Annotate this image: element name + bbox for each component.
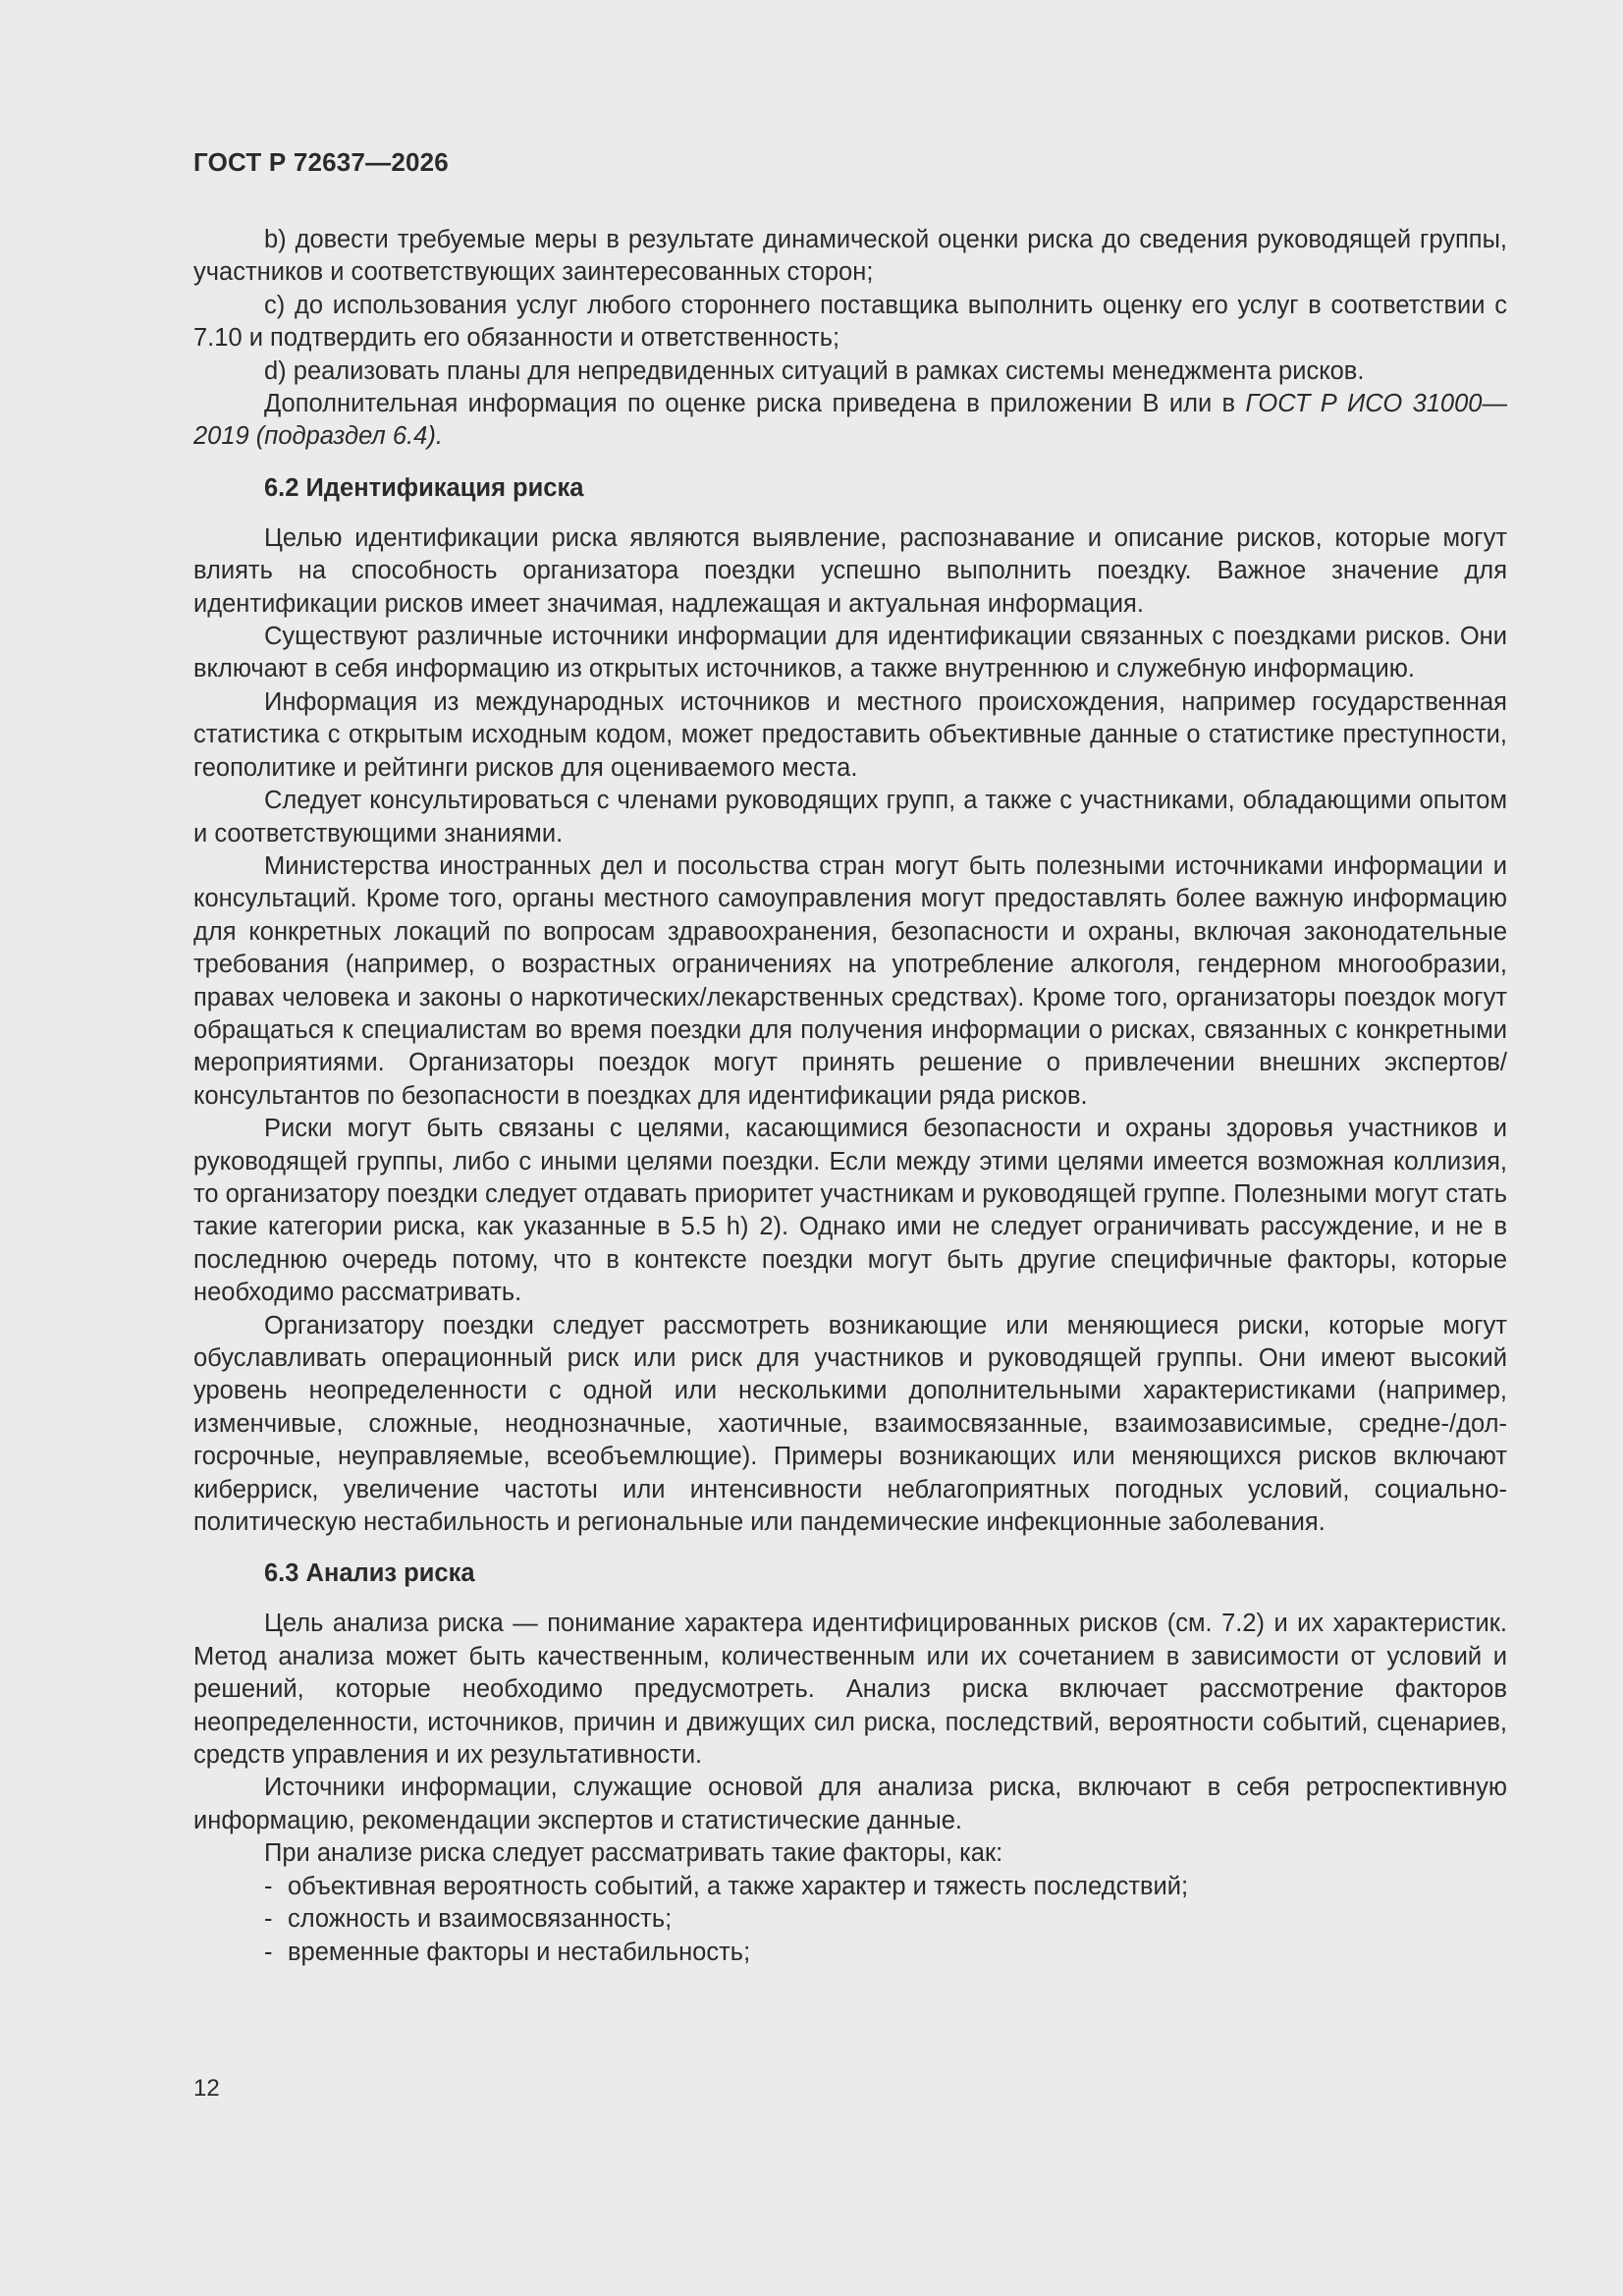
list-dash: - (264, 1938, 273, 1966)
section-heading-6-3: 6.3 Анализ риска (264, 1559, 475, 1588)
list-dash: - (264, 1872, 273, 1900)
paragraph: Целью идентификации риска являются выявление, распознавание и описание рисков, которые могут влиять на способность организатора поездки успешно выполнить поездку. Важное значение для идентификации рисков имеет значимая, надлежащая и актуальная информация. (193, 523, 1507, 618)
list-item-text: объективная вероятность событий, а также характер и тяжесть последствий; (288, 1872, 1189, 1900)
paragraph: Министерства иностранных дел и посольства стран могут быть полезными источниками информации и консультаций. Кроме того, органы местного самоуправления могут предоставлять более важную информацию для конкретных локаций по вопросам здравоохранения, безопасности и охраны, включая законодательные требования (например, о возрастных ограничениях на употребление алкоголя, гендерном многообразии, правах человека и законы о наркотических/лекарственных средствах). Кроме того, организаторы поездок могут обращаться к специалистам во время поездки для получения информации о рисках, связанных с конкретными мероприятиями. Организаторы поездок могут принять решение о привлечении внешних экспертов/консультантов по безопасности в поездках для идентификации ряда рисков. (193, 851, 1507, 1110)
document-body (193, 224, 1507, 1969)
paragraph: При анализе риска следует рассматривать такие факторы, как: (264, 1839, 1003, 1868)
document-header: ГОСТ Р 72637—2026 (193, 147, 449, 177)
page-number: 12 (193, 2075, 220, 2102)
list-item (264, 1871, 1507, 1903)
section-heading-6-2: 6.2 Идентификация риска (264, 473, 584, 502)
list-item-b: b) довести требуемые меры в результате динамической оценки риска до сведения руководящей группы, участников и соответствующих заинтересованных сторон; (193, 226, 1507, 287)
list-dash: - (264, 1905, 273, 1934)
paragraph: Цель анализа риска — понимание характера идентифицированных рисков (см. 7.2) и их характеристик. Метод анализа может быть качественным, количественным или их сочетанием в зависимости от условий и решений, которые необходимо предусмотреть. Анализ риска включает рассмотрение факторов неопределенности, источников, причин и движущих сил риска, последствий, вероятности событий, сценариев, средств управления и их результативности. (193, 1610, 1507, 1770)
paragraph: Источники информации, служащие основой для анализа риска, включают в себя ретроспективную информацию, рекомендации экспертов и статистические данные. (193, 1774, 1507, 1834)
paragraph: Следует консультироваться с членами руководящих групп, а также с участниками, обладающими опытом и соответствующими знаниями. (193, 787, 1507, 847)
paragraph: Риски могут быть связаны с целями, касающимися безопасности и охраны здоровья участников и руководящей группы, либо с иными целями поездки. Если между этими целями имеется возможная коллизия, то организатору поездки следует отдавать приоритет участникам и руководящей группе. Полезными могут стать такие категории риска, как указанные в 5.5 h) 2). Однако ими не следует ограничивать рассуждение, и не в последнюю очередь потому, что в контексте поездки могут быть другие специфичные факторы, которые необходимо рассматривать. (193, 1115, 1507, 1307)
additional-info-paragraph (193, 388, 1507, 454)
list-item (264, 1903, 1507, 1936)
paragraph: Информация из международных источников и местного происхождения, например государственная статистика с открытым исходным кодом, может предоставить объективные данные о статистике преступности, геополитике и рейтинги рисков для оцениваемого места. (193, 687, 1507, 782)
list-item-text: сложность и взаимосвязанность; (288, 1905, 673, 1934)
list-item-text: временные факторы и нестабильность; (288, 1938, 751, 1966)
list-item (264, 1937, 1507, 1969)
standard-reference: ГОСТ Р ИСО 31000—2019 (подраздел 6.4). (193, 390, 1507, 451)
list-item-d: d) реализовать планы для непредвиденных ситуаций в рамках системы менеджмента рисков. (264, 356, 1365, 385)
factors-list (193, 1871, 1507, 1969)
additional-info-text: Дополнительная информация по оценке риска приведена в приложении В или в (264, 390, 1246, 418)
list-item-c: c) до использования услуг любого стороннего поставщика выполнить оценку его услуг в соответствии с 7.10 и подтвердить его обязанности и ответственность; (193, 291, 1507, 353)
paragraph: Организатору поездки следует рассмотреть возникающие или меняющиеся риски, которые могут обуславливать операционный риск или риск для участников и руководящей группы. Они имеют высокий уровень неопределенности с одной или несколькими дополнительными характеристиками (например, изменчивые, сложные, неоднозначные, хаотичные, взаимосвязанные, взаимозависимые, средне-/долгосрочные, неуправляемые, всеобъемлющие). Примеры возникающих или меняющихся рисков включают киберриск, увеличение частоты или интенсивности неблагоприятных погодных условий, социально-политическую нестабильность и региональные или пандемические инфекционные заболевания. (193, 1311, 1507, 1537)
paragraph: Существуют различные источники информации для идентификации связанных с поездками рисков. Они включают в себя информацию из открытых источников, а также внутреннюю и служебную информацию. (193, 623, 1507, 683)
